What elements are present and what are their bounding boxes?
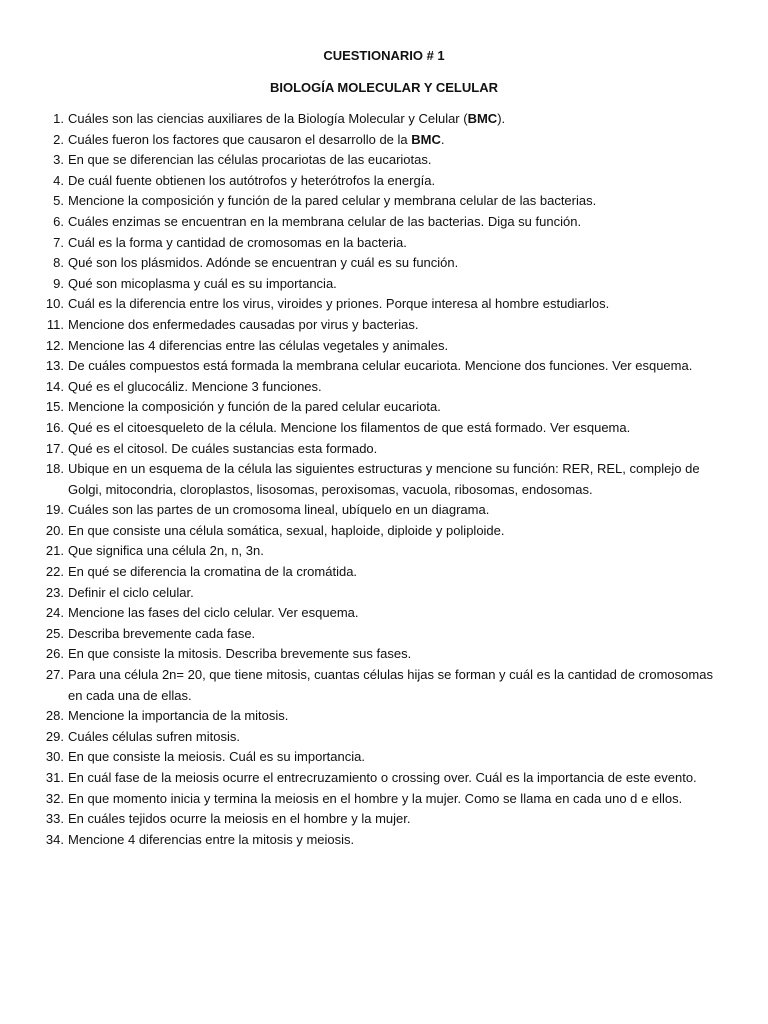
question-number: 23. bbox=[45, 584, 64, 600]
question-item bbox=[40, 191, 730, 212]
question-number: 20. bbox=[45, 522, 64, 538]
question-text bbox=[68, 461, 700, 497]
question-text-part: Qué es el citoesqueleto de la célula. Mencione los filamentos de que está formado. Ver esquema. bbox=[68, 419, 631, 435]
question-number: 15. bbox=[45, 399, 64, 415]
question-number: 14. bbox=[45, 378, 64, 394]
question-text bbox=[68, 379, 322, 394]
question-number: 26. bbox=[45, 646, 64, 662]
question-text bbox=[68, 420, 630, 435]
question-item bbox=[40, 253, 730, 274]
question-text-part: Mencione dos enfermedades causadas por virus y bacterias. bbox=[68, 316, 419, 332]
question-text-part: . bbox=[440, 131, 445, 147]
question-number: 2. bbox=[53, 131, 64, 147]
question-number: 24. bbox=[45, 605, 64, 621]
question-text bbox=[68, 132, 445, 147]
question-item bbox=[40, 809, 730, 830]
question-item bbox=[40, 562, 730, 583]
question-list bbox=[40, 109, 730, 850]
question-number: 16. bbox=[45, 419, 64, 435]
question-text bbox=[68, 626, 255, 641]
question-item bbox=[40, 727, 730, 748]
question-text-part: Cuáles son las partes de un cromosoma lineal, ubíquelo en un diagrama. bbox=[68, 502, 490, 518]
question-item bbox=[40, 624, 730, 645]
question-text-part: De cuál fuente obtienen los autótrofos y heterótrofos la energía. bbox=[68, 172, 436, 188]
question-text bbox=[68, 523, 505, 538]
question-text bbox=[68, 832, 354, 847]
question-item bbox=[40, 109, 730, 130]
question-item bbox=[40, 665, 730, 706]
question-text-part: Mencione la composición y función de la pared celular eucariota. bbox=[68, 399, 441, 415]
question-text bbox=[68, 770, 697, 785]
question-number: 29. bbox=[45, 728, 64, 744]
document-title: CUESTIONARIO # 1 bbox=[323, 48, 445, 63]
question-text bbox=[68, 749, 365, 764]
question-text bbox=[68, 276, 337, 291]
question-text-part: Definir el ciclo celular. bbox=[68, 584, 194, 600]
question-text-part: Cuáles son las ciencias auxiliares de la Biología Molecular y Celular ( bbox=[68, 111, 468, 126]
question-number: 6. bbox=[53, 213, 64, 229]
question-number: 19. bbox=[45, 502, 64, 518]
question-text-part: En que consiste la meiosis. Cuál es su importancia. bbox=[68, 749, 365, 765]
question-text-part: Qué es el glucocáliz. Mencione 3 funciones. bbox=[68, 378, 322, 394]
question-number: 13. bbox=[45, 358, 64, 374]
question-text bbox=[68, 255, 458, 270]
question-text bbox=[68, 543, 264, 558]
question-text bbox=[68, 441, 377, 456]
question-item bbox=[40, 356, 730, 377]
question-text bbox=[68, 317, 418, 332]
question-text-part: Para una célula 2n= 20, que tiene mitosis, cuantas células hijas se forman y cuál es la cantidad de cromosomas en cada una de ellas. bbox=[68, 667, 713, 703]
question-item bbox=[40, 706, 730, 727]
question-text bbox=[68, 338, 448, 353]
question-number: 7. bbox=[53, 234, 64, 250]
question-text bbox=[68, 358, 692, 373]
question-number: 11. bbox=[46, 316, 64, 332]
question-number: 28. bbox=[45, 708, 64, 724]
question-item bbox=[40, 603, 730, 624]
question-item bbox=[40, 171, 730, 192]
question-item bbox=[40, 789, 730, 810]
question-item bbox=[40, 830, 730, 851]
question-item bbox=[40, 315, 730, 336]
question-number: 18. bbox=[45, 461, 64, 477]
question-number: 12. bbox=[45, 337, 64, 353]
question-text-part: En qué se diferencia la cromatina de la cromátida. bbox=[68, 564, 358, 580]
question-text-part: En cuáles tejidos ocurre la meiosis en el hombre y la mujer. bbox=[68, 811, 411, 827]
question-text-part: Mencione 4 diferencias entre la mitosis y meiosis. bbox=[68, 831, 355, 847]
question-number: 30. bbox=[45, 749, 64, 765]
question-text bbox=[68, 296, 609, 311]
question-text-bold: BMC bbox=[467, 111, 498, 126]
question-item bbox=[40, 521, 730, 542]
question-number: 10. bbox=[45, 296, 64, 312]
question-text bbox=[68, 111, 505, 126]
question-number: 17. bbox=[45, 440, 64, 456]
question-text-part: Qué es el citosol. De cuáles sustancias esta formado. bbox=[68, 440, 378, 456]
question-text-part: Describa brevemente cada fase. bbox=[68, 625, 256, 641]
question-number: 33. bbox=[45, 811, 64, 827]
question-text bbox=[68, 708, 288, 723]
question-text bbox=[68, 646, 411, 661]
question-text bbox=[68, 193, 596, 208]
question-item bbox=[40, 439, 730, 460]
question-number: 9. bbox=[53, 275, 64, 291]
question-text bbox=[68, 399, 441, 414]
question-item bbox=[40, 150, 730, 171]
question-item bbox=[40, 747, 730, 768]
question-text-part: Mencione la composición y función de la pared celular y membrana celular de las bacterias. bbox=[68, 193, 597, 209]
question-item bbox=[40, 459, 730, 500]
question-item bbox=[40, 274, 730, 295]
question-text bbox=[68, 605, 359, 620]
question-text-part: Mencione las fases del ciclo celular. Ver esquema. bbox=[68, 605, 359, 621]
question-item bbox=[40, 418, 730, 439]
question-text-part: En que momento inicia y termina la meiosis en el hombre y la mujer. Como se llama en cada uno d e ellos. bbox=[68, 790, 683, 806]
question-number: 34. bbox=[45, 831, 64, 847]
question-text bbox=[68, 502, 489, 517]
question-text bbox=[68, 791, 682, 806]
question-number: 32. bbox=[45, 790, 64, 806]
question-item bbox=[40, 768, 730, 789]
question-text bbox=[68, 811, 411, 826]
question-text-part: Cuáles fueron los factores que causaron el desarrollo de la bbox=[68, 131, 412, 147]
question-text bbox=[68, 729, 240, 744]
question-text-part: ). bbox=[497, 111, 506, 126]
question-item bbox=[40, 644, 730, 665]
question-text-part: Cuáles células sufren mitosis. bbox=[68, 728, 240, 744]
question-item bbox=[40, 397, 730, 418]
question-number: 8. bbox=[53, 255, 64, 271]
question-item bbox=[40, 336, 730, 357]
question-text bbox=[68, 564, 357, 579]
question-item bbox=[40, 541, 730, 562]
question-number: 4. bbox=[53, 172, 64, 188]
question-text bbox=[68, 173, 435, 188]
question-number: 25. bbox=[45, 625, 64, 641]
question-text-bold: BMC bbox=[411, 131, 441, 147]
question-number: 1. bbox=[53, 111, 64, 126]
question-text-part: Qué son micoplasma y cuál es su importancia. bbox=[68, 275, 337, 291]
question-text-part: Mencione la importancia de la mitosis. bbox=[68, 708, 289, 724]
question-text bbox=[68, 214, 581, 229]
question-text-part: Mencione las 4 diferencias entre las células vegetales y animales. bbox=[68, 337, 449, 353]
question-text bbox=[68, 152, 432, 167]
question-number: 31. bbox=[45, 770, 64, 785]
question-text bbox=[68, 235, 407, 250]
question-text-part: Cuáles enzimas se encuentran en la membrana celular de las bacterias. Diga su función. bbox=[68, 213, 582, 229]
question-number: 21. bbox=[45, 543, 64, 559]
question-text-part: Qué son los plásmidos. Adónde se encuentran y cuál es su función. bbox=[68, 255, 459, 271]
question-text-part: En que consiste una célula somática, sexual, haploide, diploide y poliploide. bbox=[68, 522, 505, 538]
question-text bbox=[68, 667, 713, 703]
question-number: 3. bbox=[53, 152, 64, 168]
question-text-part: Que significa una célula 2n, n, 3n. bbox=[68, 543, 264, 559]
question-text-part: En que se diferencian las células procariotas de las eucariotas. bbox=[68, 152, 432, 168]
question-text-part: Cuál es la forma y cantidad de cromosomas en la bacteria. bbox=[68, 234, 407, 250]
question-text-part: En cuál fase de la meiosis ocurre el entrecruzamiento o crossing over. Cuál es la importancia de este evento. bbox=[68, 770, 697, 785]
question-item bbox=[40, 233, 730, 254]
document-subtitle: BIOLOGÍA MOLECULAR Y CELULAR bbox=[270, 80, 498, 95]
question-text-part: De cuáles compuestos está formada la membrana celular eucariota. Mencione dos funciones. Ver esquema. bbox=[68, 358, 693, 374]
question-text-part: Cuál es la diferencia entre los virus, viroides y priones. Porque interesa al hombre estudiarlos. bbox=[68, 296, 610, 312]
question-item bbox=[40, 212, 730, 233]
question-text-part: En que consiste la mitosis. Describa brevemente sus fases. bbox=[68, 646, 412, 662]
question-number: 22. bbox=[45, 564, 64, 580]
question-text bbox=[68, 585, 194, 600]
question-item bbox=[40, 130, 730, 151]
question-text-part: Ubique en un esquema de la célula las siguientes estructuras y mencione su función: RER, REL, complejo de Golgi, mitocondria, cloroplastos, lisosomas, peroxisomas, vacuola, ribosomas, endosomas. bbox=[68, 461, 700, 497]
question-item bbox=[40, 294, 730, 315]
question-number: 5. bbox=[53, 193, 64, 209]
question-item bbox=[40, 583, 730, 604]
question-item bbox=[40, 500, 730, 521]
question-item bbox=[40, 377, 730, 398]
question-number: 27. bbox=[45, 667, 64, 683]
